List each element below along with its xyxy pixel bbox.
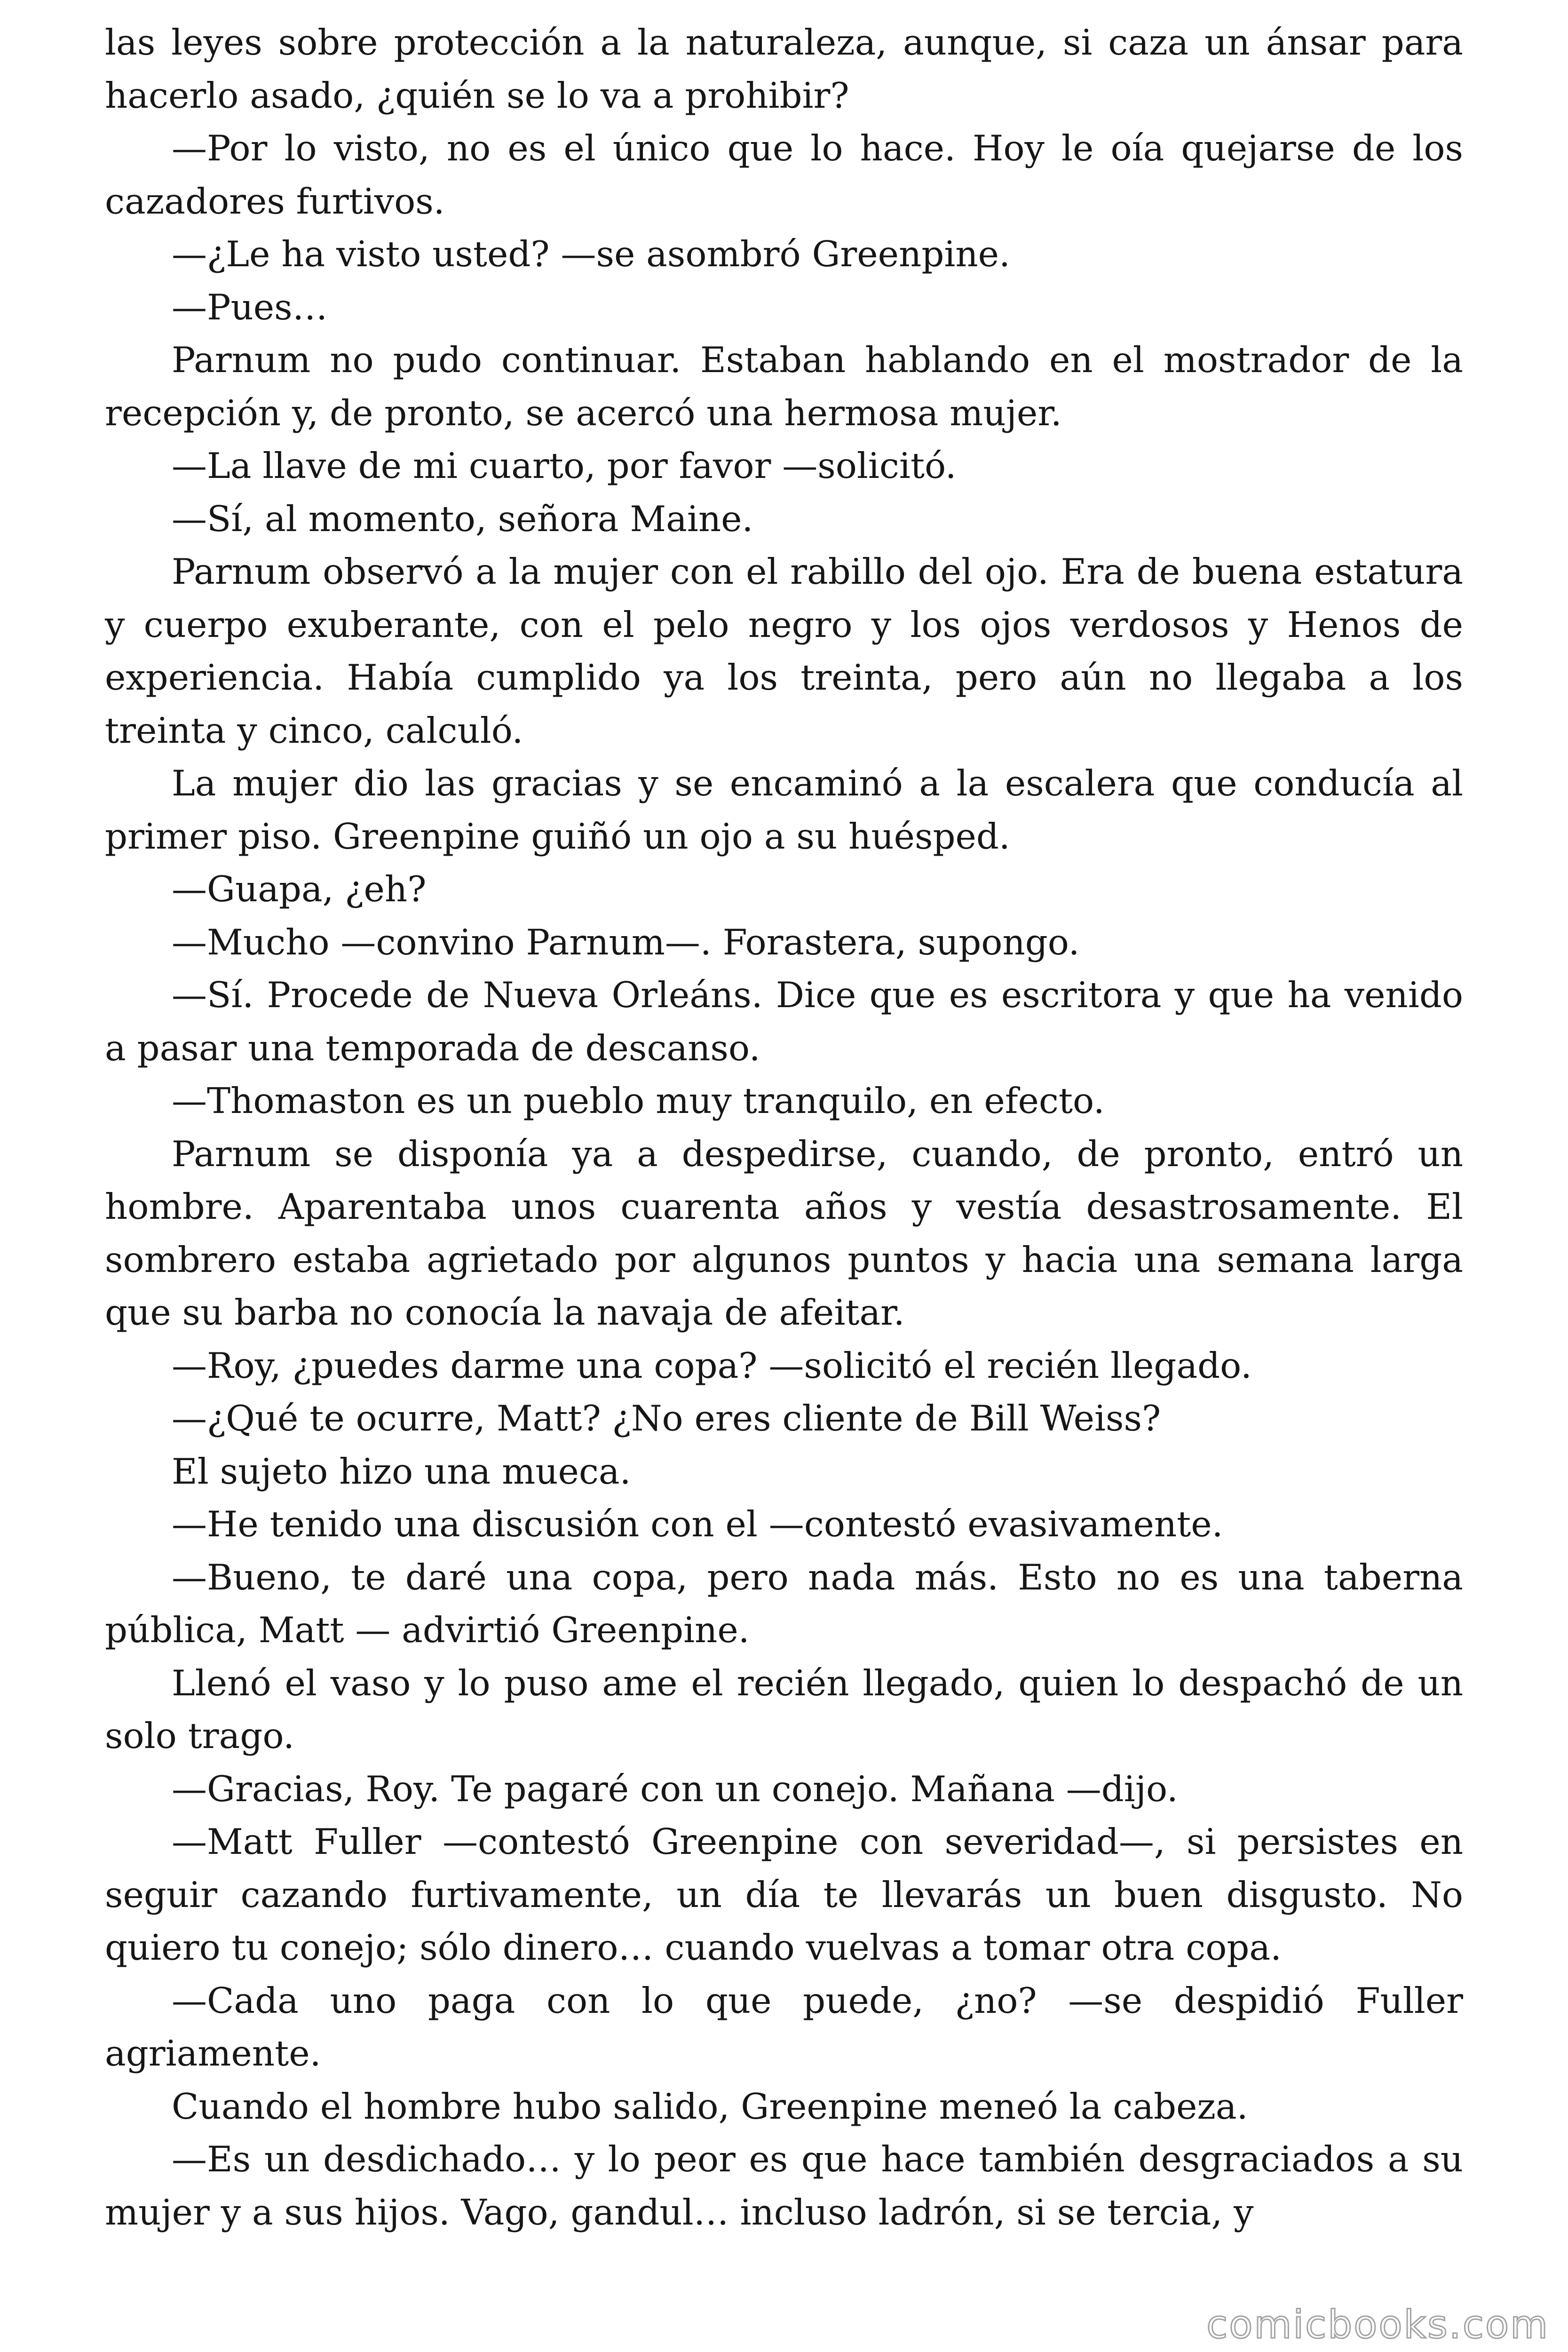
paragraph-7: —Sí, al momento, señora Maine. — [172, 498, 753, 540]
watermark-text: comicbooks.com — [1206, 2303, 1549, 2347]
paragraph-2: —Por lo visto, no es el único que lo hace. Hoy le oía quejarse de los cazadores furtivos. — [105, 127, 1463, 222]
paragraph-8: Parnum observó a la mujer con el rabillo del ojo. Era de buena estatura y cuerpo exuberante, con el pelo negro y los ojos verdosos y Henos de experiencia. Había cumplido ya los treinta, pero aún no llegaba a los treinta y cinco, calculó. — [105, 551, 1463, 751]
paragraph-6: —La llave de mi cuarto, por favor —solicitó. — [172, 445, 957, 486]
paragraph-15: —Roy, ¿puedes darme una copa? —solicitó el recién llegado. — [172, 1344, 1252, 1386]
paragraph-9: La mujer dio las gracias y se encaminó a la escalera que conducía al primer piso. Greenpine guiñó un ojo a su huésped. — [105, 763, 1463, 857]
paragraph-20: Llenó el vaso y lo puso ame el recién llegado, quien lo despachó de un solo trago. — [105, 1662, 1463, 1756]
paragraph-22: —Matt Fuller —contestó Greenpine con severidad—, si persistes en seguir cazando furtivamente, un día te llevarás un buen disgusto. No quiero tu conejo; sólo dinero… cuando vuelvas a tomar otra copa. — [105, 1821, 1463, 1968]
paragraph-3: —¿Le ha visto usted? —se asombró Greenpine. — [172, 233, 1010, 275]
paragraph-1: las leyes sobre protección a la naturaleza, aunque, si caza un ánsar para hacerlo asado, ¿quién se lo va a prohibir? — [105, 22, 1463, 116]
paragraph-12: —Sí. Procede de Nueva Orleáns. Dice que es escritora y que ha venido a pasar una temporada de descanso. — [105, 974, 1463, 1069]
paragraph-18: —He tenido una discusión con el —contestó evasivamente. — [172, 1503, 1223, 1545]
paragraph-4: —Pues… — [172, 286, 328, 328]
paragraph-11: —Mucho —convino Parnum—. Forastera, supongo. — [172, 921, 1080, 963]
paragraph-10: —Guapa, ¿eh? — [172, 868, 427, 910]
paragraph-21: —Gracias, Roy. Te pagaré con un conejo. Mañana —dijo. — [172, 1768, 1178, 1810]
paragraph-16: —¿Qué te ocurre, Matt? ¿No eres cliente de Bill Weiss? — [172, 1398, 1161, 1439]
paragraph-24: Cuando el hombre hubo salido, Greenpine meneó la cabeza. — [172, 2085, 1248, 2127]
paragraph-23: —Cada uno paga con lo que puede, ¿no? —se despidió Fuller agriamente. — [105, 1979, 1463, 2074]
paragraph-13: —Thomaston es un pueblo muy tranquilo, en efecto. — [172, 1080, 1105, 1121]
paragraph-19: —Bueno, te daré una copa, pero nada más. Esto no es una taberna pública, Matt — advirtió Greenpine. — [105, 1556, 1463, 1651]
paragraph-25: —Es un desdichado… y lo peor es que hace también desgraciados a su mujer y a sus hijos. Vago, gandul… incluso ladrón, si se tercia, y — [105, 2138, 1463, 2233]
page-body-text — [105, 16, 1463, 2239]
paragraph-17: El sujeto hizo una mueca. — [172, 1450, 631, 1492]
paragraph-5: Parnum no pudo continuar. Estaban hablando en el mostrador de la recepción y, de pronto, se acercó una hermosa mujer. — [105, 339, 1463, 434]
paragraph-14: Parnum se disponía ya a despedirse, cuando, de pronto, entró un hombre. Aparentaba unos cuarenta años y vestía desastrosamente. El sombrero estaba agrietado por algunos puntos y hacia una semana larga que su barba no conocía la navaja de afeitar. — [105, 1133, 1463, 1333]
